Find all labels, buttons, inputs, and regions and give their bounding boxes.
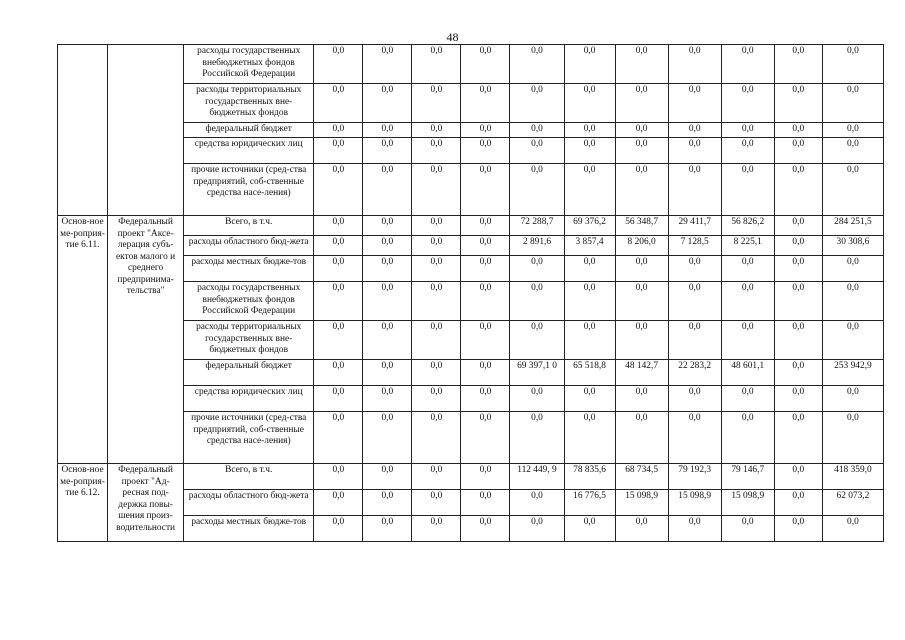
value-cell: 0,0 <box>314 386 363 412</box>
value-cell: 0,0 <box>721 321 774 360</box>
value-cell: 0,0 <box>564 84 615 123</box>
value-cell: 0,0 <box>363 516 412 542</box>
event-cell: Основ-ное ме-роприя-тие 6.11. <box>58 216 108 464</box>
value-cell: 0,0 <box>314 236 363 256</box>
value-cell: 0,0 <box>510 256 564 282</box>
value-cell: 0,0 <box>822 123 883 138</box>
value-cell: 0,0 <box>314 123 363 138</box>
value-cell: 0,0 <box>461 45 510 84</box>
value-cell: 30 308,6 <box>822 236 883 256</box>
table-row <box>58 216 884 236</box>
value-cell: 0,0 <box>461 360 510 386</box>
value-cell: 112 449, 9 <box>510 464 564 490</box>
value-cell: 0,0 <box>412 256 461 282</box>
value-cell: 15 098,9 <box>615 490 668 516</box>
value-cell: 0,0 <box>363 123 412 138</box>
value-cell: 0,0 <box>510 123 564 138</box>
value-cell: 0,0 <box>615 516 668 542</box>
value-cell: 0,0 <box>363 256 412 282</box>
value-cell: 0,0 <box>615 164 668 216</box>
value-cell: 0,0 <box>615 321 668 360</box>
value-cell: 0,0 <box>822 282 883 321</box>
value-cell: 0,0 <box>363 236 412 256</box>
value-cell: 0,0 <box>363 360 412 386</box>
value-cell: 0,0 <box>363 282 412 321</box>
value-cell: 0,0 <box>510 164 564 216</box>
value-cell: 0,0 <box>668 516 721 542</box>
funding-source-cell: расходы местных бюдже-тов <box>184 256 314 282</box>
value-cell: 0,0 <box>510 490 564 516</box>
funding-source-cell: расходы областного бюд-жета <box>184 490 314 516</box>
value-cell: 0,0 <box>774 164 822 216</box>
value-cell: 0,0 <box>774 516 822 542</box>
funding-source-cell: Всего, в т.ч. <box>184 464 314 490</box>
value-cell: 2 891,6 <box>510 236 564 256</box>
value-cell: 0,0 <box>314 516 363 542</box>
value-cell: 0,0 <box>314 216 363 236</box>
value-cell: 0,0 <box>510 412 564 464</box>
value-cell: 0,0 <box>822 412 883 464</box>
project-cell: Федеральный проект "Аксе-лерация субъ-ектов малого и среднего предпринима-тельства" <box>108 216 184 464</box>
value-cell: 0,0 <box>510 386 564 412</box>
value-cell: 0,0 <box>363 138 412 164</box>
value-cell: 0,0 <box>363 45 412 84</box>
value-cell: 0,0 <box>668 282 721 321</box>
value-cell: 0,0 <box>461 236 510 256</box>
value-cell: 0,0 <box>615 412 668 464</box>
value-cell: 0,0 <box>721 516 774 542</box>
funding-source-cell: средства юридических лиц <box>184 138 314 164</box>
value-cell: 0,0 <box>668 45 721 84</box>
value-cell: 0,0 <box>461 282 510 321</box>
value-cell: 0,0 <box>564 321 615 360</box>
value-cell: 0,0 <box>721 386 774 412</box>
value-cell: 0,0 <box>412 386 461 412</box>
table-row <box>58 464 884 490</box>
value-cell: 16 776,5 <box>564 490 615 516</box>
value-cell: 0,0 <box>774 138 822 164</box>
value-cell: 0,0 <box>510 45 564 84</box>
value-cell: 0,0 <box>822 84 883 123</box>
value-cell: 284 251,5 <box>822 216 883 236</box>
value-cell: 0,0 <box>615 84 668 123</box>
value-cell: 0,0 <box>314 138 363 164</box>
value-cell: 15 098,9 <box>668 490 721 516</box>
value-cell: 0,0 <box>615 386 668 412</box>
funding-source-cell: расходы областного бюд-жета <box>184 236 314 256</box>
value-cell: 0,0 <box>412 321 461 360</box>
value-cell: 0,0 <box>510 84 564 123</box>
value-cell: 22 283,2 <box>668 360 721 386</box>
event-cell: Основ-ное ме-роприя-тие 6.12. <box>58 464 108 542</box>
value-cell: 0,0 <box>721 123 774 138</box>
value-cell: 0,0 <box>615 138 668 164</box>
value-cell: 79 146,7 <box>721 464 774 490</box>
budget-table-body <box>58 45 884 542</box>
value-cell: 0,0 <box>774 490 822 516</box>
value-cell: 0,0 <box>721 45 774 84</box>
value-cell: 0,0 <box>363 216 412 236</box>
value-cell: 0,0 <box>461 216 510 236</box>
value-cell: 418 359,0 <box>822 464 883 490</box>
value-cell: 0,0 <box>314 360 363 386</box>
funding-source-cell: Всего, в т.ч. <box>184 216 314 236</box>
value-cell: 0,0 <box>461 412 510 464</box>
value-cell: 0,0 <box>314 321 363 360</box>
value-cell: 0,0 <box>363 490 412 516</box>
value-cell: 0,0 <box>774 84 822 123</box>
value-cell: 0,0 <box>461 516 510 542</box>
funding-source-cell: расходы территориальных государственных вне-бюджетных фондов <box>184 84 314 123</box>
value-cell: 15 098,9 <box>721 490 774 516</box>
budget-table <box>57 44 884 542</box>
value-cell: 0,0 <box>314 164 363 216</box>
value-cell: 69 397,1 0 <box>510 360 564 386</box>
project-cell <box>108 45 184 216</box>
value-cell: 0,0 <box>774 412 822 464</box>
funding-source-cell: средства юридических лиц <box>184 386 314 412</box>
value-cell: 48 601,1 <box>721 360 774 386</box>
value-cell: 0,0 <box>412 84 461 123</box>
value-cell: 0,0 <box>668 164 721 216</box>
value-cell: 0,0 <box>412 45 461 84</box>
value-cell: 0,0 <box>822 256 883 282</box>
value-cell: 0,0 <box>668 138 721 164</box>
value-cell: 0,0 <box>615 45 668 84</box>
value-cell: 62 073,2 <box>822 490 883 516</box>
value-cell: 0,0 <box>412 236 461 256</box>
value-cell: 0,0 <box>721 164 774 216</box>
value-cell: 0,0 <box>461 386 510 412</box>
value-cell: 0,0 <box>564 282 615 321</box>
value-cell: 0,0 <box>314 490 363 516</box>
value-cell: 0,0 <box>314 45 363 84</box>
value-cell: 0,0 <box>774 282 822 321</box>
value-cell: 68 734,5 <box>615 464 668 490</box>
value-cell: 0,0 <box>822 516 883 542</box>
value-cell: 0,0 <box>774 236 822 256</box>
value-cell: 0,0 <box>774 123 822 138</box>
value-cell: 0,0 <box>314 412 363 464</box>
value-cell: 0,0 <box>774 45 822 84</box>
value-cell: 0,0 <box>461 138 510 164</box>
value-cell: 0,0 <box>564 138 615 164</box>
value-cell: 0,0 <box>615 256 668 282</box>
value-cell: 0,0 <box>314 282 363 321</box>
value-cell: 0,0 <box>564 386 615 412</box>
value-cell: 0,0 <box>461 321 510 360</box>
value-cell: 0,0 <box>363 386 412 412</box>
funding-source-cell: прочие источники (сред-ства предприятий, соб-ственные средства насе-ления) <box>184 412 314 464</box>
funding-source-cell: расходы государственных внебюджетных фондов Российской Федерации <box>184 282 314 321</box>
value-cell: 0,0 <box>774 321 822 360</box>
value-cell: 0,0 <box>461 464 510 490</box>
value-cell: 8 206,0 <box>615 236 668 256</box>
value-cell: 0,0 <box>363 464 412 490</box>
value-cell: 69 376,2 <box>564 216 615 236</box>
value-cell: 253 942,9 <box>822 360 883 386</box>
value-cell: 78 835,6 <box>564 464 615 490</box>
value-cell: 0,0 <box>564 256 615 282</box>
value-cell: 0,0 <box>564 45 615 84</box>
value-cell: 0,0 <box>412 164 461 216</box>
value-cell: 0,0 <box>668 123 721 138</box>
value-cell: 79 192,3 <box>668 464 721 490</box>
value-cell: 0,0 <box>412 216 461 236</box>
project-cell: Федеральный проект "Ад-ресная под-держка повы-шения произ-водительности <box>108 464 184 542</box>
value-cell: 0,0 <box>668 84 721 123</box>
value-cell: 0,0 <box>510 282 564 321</box>
value-cell: 0,0 <box>461 490 510 516</box>
funding-source-cell: расходы местных бюдже-тов <box>184 516 314 542</box>
value-cell: 7 128,5 <box>668 236 721 256</box>
value-cell: 29 411,7 <box>668 216 721 236</box>
value-cell: 8 225,1 <box>721 236 774 256</box>
value-cell: 0,0 <box>668 256 721 282</box>
value-cell: 0,0 <box>314 256 363 282</box>
funding-source-cell: расходы территориальных государственных вне-бюджетных фондов <box>184 321 314 360</box>
funding-source-cell: федеральный бюджет <box>184 360 314 386</box>
value-cell: 0,0 <box>314 464 363 490</box>
value-cell: 0,0 <box>615 123 668 138</box>
value-cell: 0,0 <box>461 164 510 216</box>
value-cell: 72 288,7 <box>510 216 564 236</box>
value-cell: 0,0 <box>510 321 564 360</box>
value-cell: 0,0 <box>721 256 774 282</box>
value-cell: 0,0 <box>564 164 615 216</box>
value-cell: 0,0 <box>668 412 721 464</box>
value-cell: 0,0 <box>564 516 615 542</box>
value-cell: 0,0 <box>461 84 510 123</box>
value-cell: 0,0 <box>822 164 883 216</box>
value-cell: 0,0 <box>721 84 774 123</box>
value-cell: 0,0 <box>822 321 883 360</box>
value-cell: 0,0 <box>363 412 412 464</box>
value-cell: 0,0 <box>412 282 461 321</box>
value-cell: 48 142,7 <box>615 360 668 386</box>
value-cell: 0,0 <box>412 123 461 138</box>
value-cell: 0,0 <box>822 45 883 84</box>
value-cell: 0,0 <box>774 256 822 282</box>
value-cell: 0,0 <box>822 386 883 412</box>
value-cell: 0,0 <box>363 321 412 360</box>
value-cell: 0,0 <box>721 282 774 321</box>
event-cell <box>58 45 108 216</box>
value-cell: 0,0 <box>615 282 668 321</box>
value-cell: 0,0 <box>774 360 822 386</box>
value-cell: 56 826,2 <box>721 216 774 236</box>
funding-source-cell: федеральный бюджет <box>184 123 314 138</box>
value-cell: 0,0 <box>822 138 883 164</box>
value-cell: 0,0 <box>668 386 721 412</box>
value-cell: 0,0 <box>510 516 564 542</box>
value-cell: 0,0 <box>363 164 412 216</box>
value-cell: 0,0 <box>774 464 822 490</box>
value-cell: 0,0 <box>774 386 822 412</box>
value-cell: 0,0 <box>314 84 363 123</box>
value-cell: 0,0 <box>564 123 615 138</box>
value-cell: 0,0 <box>412 360 461 386</box>
funding-source-cell: прочие источники (сред-ства предприятий, соб-ственные средства насе-ления) <box>184 164 314 216</box>
value-cell: 0,0 <box>363 84 412 123</box>
value-cell: 0,0 <box>510 138 564 164</box>
value-cell: 0,0 <box>461 256 510 282</box>
value-cell: 56 348,7 <box>615 216 668 236</box>
value-cell: 0,0 <box>721 138 774 164</box>
table-row <box>58 45 884 84</box>
value-cell: 0,0 <box>564 412 615 464</box>
value-cell: 65 518,8 <box>564 360 615 386</box>
value-cell: 0,0 <box>412 464 461 490</box>
value-cell: 0,0 <box>721 412 774 464</box>
value-cell: 0,0 <box>412 516 461 542</box>
value-cell: 3 857,4 <box>564 236 615 256</box>
value-cell: 0,0 <box>412 138 461 164</box>
value-cell: 0,0 <box>668 321 721 360</box>
value-cell: 0,0 <box>774 216 822 236</box>
value-cell: 0,0 <box>412 412 461 464</box>
value-cell: 0,0 <box>412 490 461 516</box>
value-cell: 0,0 <box>461 123 510 138</box>
funding-source-cell: расходы государственных внебюджетных фондов Российской Федерации <box>184 45 314 84</box>
page-number: 48 <box>446 30 459 44</box>
